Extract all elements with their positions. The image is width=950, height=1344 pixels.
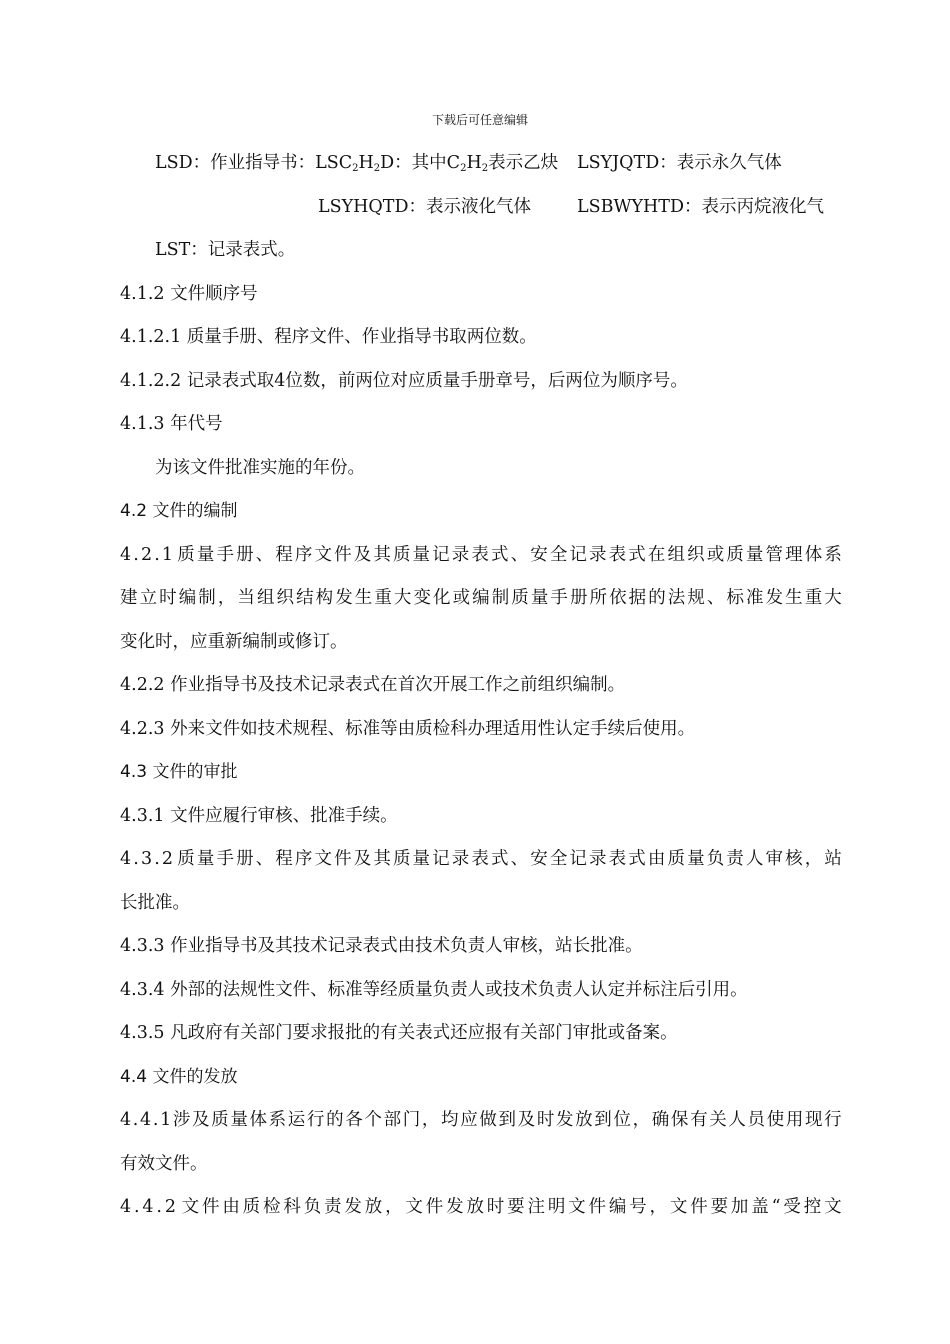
section-4-2-1-line-3: 变化时，应重新编制或修订。 <box>120 632 348 652</box>
section-4-3-2-line-1: 4 . 3 . 2 质 量 手 册 、 程 序 文 件 及 其 质 量 记 录 表 式 、 安 全 记 录 表 式 由 质 量 负 责 人 审 核 ， 站 <box>120 849 842 869</box>
section-4-4-1-line-1: 4 . 4 . 1 涉 及 质 量 体 系 运 行 的 各 个 部 门 ， 均 应 做 到 及 时 发 放 到 位 ， 确 保 有 关 人 员 使 用 现 行 <box>120 1110 842 1130</box>
section-4-3-2-line-2: 长批准。 <box>120 893 190 913</box>
section-4-1-2-1: 4.1.2.1 质量手册、程序文件、作业指导书取两位数。 <box>120 327 537 347</box>
section-4-1-2-2: 4.1.2.2 记录表式取4位数，前两位对应质量手册章号，后两位为顺序号。 <box>120 371 688 391</box>
section-4-3-4: 4.3.4 外部的法规性文件、标准等经质量负责人或技术负责人认定并标注后引用。 <box>120 980 748 1000</box>
section-4-2-2: 4.2.2 作业指导书及技术记录表式在首次开展工作之前组织编制。 <box>120 675 626 695</box>
section-4-3-1: 4.3.1 文件应履行审核、批准手续。 <box>120 806 398 826</box>
section-4-4-1-line-2: 有效文件。 <box>120 1154 208 1174</box>
abbreviation-permanent-gas: LSYJQTD：表示永久气体 <box>577 153 782 173</box>
abbreviation-line-1: LSD：作业指导书：$LSC_2H_2D$：其中$C_2H_2$表示乙炔 <box>155 153 559 174</box>
section-4-4-2-line-1: 4 . 4 . 2 文 件 由 质 检 科 负 责 发 放 ， 文 件 发 放 时 要 注 明 文 件 编 号 ， 文 件 要 加 盖 “ 受 控 文 <box>120 1197 842 1217</box>
section-4-1-3: 4.1.3 年代号 <box>120 414 223 434</box>
heading-4-4: 4.4 文件的发放 <box>120 1067 238 1087</box>
section-4-3-5: 4.3.5 凡政府有关部门要求报批的有关表式还应报有关部门审批或备案。 <box>120 1023 678 1043</box>
abbreviation-propane: LSBWYHTD：表示丙烷液化气 <box>577 197 824 217</box>
section-4-1-2: 4.1.2 文件顺序号 <box>120 284 258 304</box>
section-4-3-3: 4.3.3 作业指导书及其技术记录表式由技术负责人审核，站长批准。 <box>120 936 643 956</box>
page-header-note: 下载后可任意编辑 <box>431 113 528 127</box>
section-4-2-3: 4.2.3 外来文件如技术规程、标准等由质检科办理适用性认定手续后使用。 <box>120 719 696 739</box>
abbreviation-liquefied-gas: LSYHQTD：表示液化气体 <box>318 197 531 217</box>
section-4-1-3-text: 为该文件批准实施的年份。 <box>155 458 365 478</box>
section-4-2-1-line-2: 建 立 时 编 制 ， 当 组 织 结 构 发 生 重 大 变 化 或 编 制 质 量 手 册 所 依 据 的 法 规 、 标 准 发 生 重 大 <box>120 588 842 608</box>
abbreviation-record-form: LST：记录表式。 <box>155 240 296 260</box>
heading-4-2: 4.2 文件的编制 <box>120 501 238 521</box>
heading-4-3: 4.3 文件的审批 <box>120 762 238 782</box>
section-4-2-1-line-1: 4 . 2 . 1 质 量 手 册 、 程 序 文 件 及 其 质 量 记 录 表 式 、 安 全 记 录 表 式 在 组 织 或 质 量 管 理 体 系 <box>120 545 842 565</box>
